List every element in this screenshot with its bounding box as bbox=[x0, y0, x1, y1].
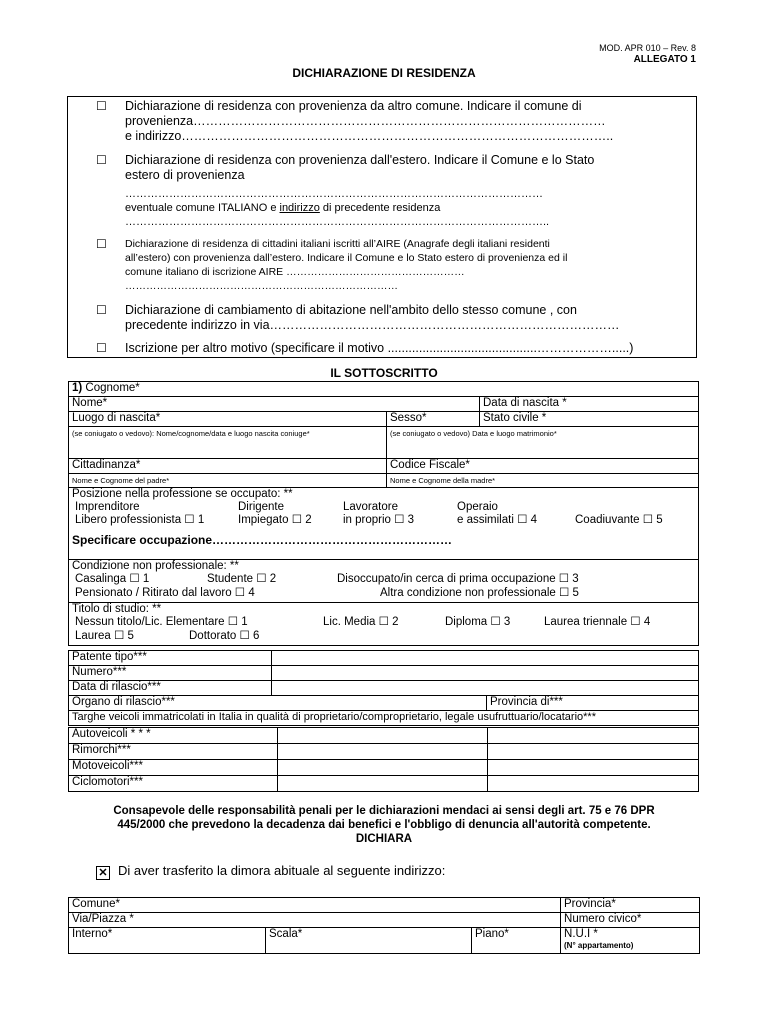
nui-note: (N° appartamento) bbox=[564, 941, 634, 950]
autoveicoli-label: Autoveicoli * * * bbox=[69, 728, 278, 744]
personal-data-table bbox=[68, 381, 699, 646]
motoveicoli-input-2[interactable] bbox=[488, 760, 699, 776]
cond-option-3[interactable]: Disoccupato/in cerca di prima occupazione ☐ 3 bbox=[337, 573, 579, 585]
prof-option-label: Lavoratore bbox=[343, 501, 398, 513]
nome-field[interactable]: Nome* bbox=[69, 397, 480, 412]
option-text: all’estero) con provenienza dall’estero. Indicare il Comune e lo Stato estero di provenienza ed il bbox=[125, 252, 568, 264]
ciclomotori-input-2[interactable] bbox=[488, 776, 699, 792]
checkbox-aire[interactable]: ☐ bbox=[96, 237, 107, 251]
autoveicoli-input-1[interactable] bbox=[278, 728, 488, 744]
studio-option-2[interactable]: Lic. Media ☐ 2 bbox=[323, 616, 399, 628]
rimorchi-input-2[interactable] bbox=[488, 744, 699, 760]
piano-field[interactable]: Piano* bbox=[472, 928, 561, 954]
option-text: Dichiarazione di residenza con provenienza da altro comune. Indicare il comune di bbox=[125, 99, 582, 113]
specificare-occupazione[interactable]: Specificare occupazione…………………………………………………… bbox=[72, 533, 453, 547]
madre-field[interactable]: Nome e Cognome della madre* bbox=[387, 474, 699, 488]
comune-field[interactable]: Comune* bbox=[69, 898, 561, 913]
checkbox-altro-motivo[interactable]: ☐ bbox=[96, 341, 107, 355]
prof-option-1[interactable]: Libero professionista ☐ 1 bbox=[75, 514, 205, 526]
studio-option-6[interactable]: Dottorato ☐ 6 bbox=[189, 630, 260, 642]
studio-option-1[interactable]: Nessun titolo/Lic. Elementare ☐ 1 bbox=[75, 616, 248, 628]
prof-option-label: Dirigente bbox=[238, 501, 285, 513]
dichiara-heading: DICHIARA bbox=[355, 833, 413, 845]
prof-option-5[interactable]: Coadiuvante ☐ 5 bbox=[575, 514, 663, 526]
cond-option-2[interactable]: Studente ☐ 2 bbox=[207, 573, 277, 585]
checkbox-estero[interactable]: ☐ bbox=[96, 153, 107, 167]
studio-title: Titolo di studio: ** bbox=[72, 603, 162, 615]
codice-fiscale-field[interactable]: Codice Fiscale* bbox=[387, 459, 699, 474]
patente-input[interactable] bbox=[272, 651, 699, 666]
prof-title: Posizione nella professione se occupato: ** bbox=[72, 488, 293, 500]
targhe-heading: Targhe veicoli immatricolati in Italia in qualità di proprietario/comproprietario, legale usufruttuario/locatario*** bbox=[69, 711, 699, 726]
numero-input[interactable] bbox=[272, 666, 699, 681]
cond-title: Condizione non professionale: ** bbox=[72, 560, 239, 572]
motoveicoli-input-1[interactable] bbox=[278, 760, 488, 776]
option-text: Dichiarazione di residenza con provenienza dall'estero. Indicare il Comune e lo Stato bbox=[125, 153, 595, 167]
data-rilascio-input[interactable] bbox=[272, 681, 699, 696]
prof-option-2[interactable]: Impiegato ☐ 2 bbox=[238, 514, 312, 526]
option-text: …………………………………………………………………………………………………… bbox=[125, 188, 543, 200]
dimora-text: Di aver trasferito la dimora abituale al seguente indirizzo: bbox=[118, 863, 446, 878]
cognome-field[interactable] bbox=[69, 382, 699, 397]
ciclomotori-label: Ciclomotori*** bbox=[69, 776, 278, 792]
studio-option-5[interactable]: Laurea ☐ 5 bbox=[75, 630, 134, 642]
prof-option-label: Imprenditore bbox=[75, 501, 140, 513]
checkbox-altro-comune[interactable]: ☐ bbox=[96, 99, 107, 113]
studio-option-3[interactable]: Diploma ☐ 3 bbox=[445, 616, 511, 628]
via-field[interactable]: Via/Piazza * bbox=[69, 913, 561, 928]
professione-section bbox=[69, 488, 699, 560]
prof-option-3[interactable]: in proprio ☐ 3 bbox=[343, 514, 415, 526]
provincia-field[interactable]: Provincia* bbox=[561, 898, 700, 913]
field-label: Cognome* bbox=[82, 382, 140, 394]
provincia-rilascio-field[interactable]: Provincia di*** bbox=[487, 696, 699, 711]
numero-civico-field[interactable]: Numero civico* bbox=[561, 913, 700, 928]
ciclomotori-input-1[interactable] bbox=[278, 776, 488, 792]
option-text: Dichiarazione di cambiamento di abitazione nell'ambito dello stesso comune , con bbox=[125, 303, 577, 317]
module-code bbox=[599, 43, 696, 65]
stato-civile-field[interactable]: Stato civile * bbox=[480, 412, 699, 427]
cittadinanza-field[interactable]: Cittadinanza* bbox=[69, 459, 387, 474]
autoveicoli-input-2[interactable] bbox=[488, 728, 699, 744]
rimorchi-input-1[interactable] bbox=[278, 744, 488, 760]
option-text: precedente indirizzo in via………………………………………………………………………… bbox=[125, 318, 620, 332]
page-title: DICHIARAZIONE DI RESIDENZA bbox=[292, 66, 476, 80]
padre-field[interactable]: Nome e Cognome del padre* bbox=[69, 474, 387, 488]
rimorchi-label: Rimorchi*** bbox=[69, 744, 278, 760]
scala-field[interactable]: Scala* bbox=[266, 928, 472, 954]
consapevole-statement bbox=[70, 804, 698, 846]
interno-field[interactable]: Interno* bbox=[69, 928, 266, 954]
prof-option-label: Operaio bbox=[457, 501, 498, 513]
mod-code-text: MOD. APR 010 – Rev. 8 bbox=[599, 43, 696, 53]
cond-option-5[interactable]: Altra condizione non professionale ☐ 5 bbox=[380, 587, 579, 599]
address-table bbox=[68, 897, 700, 954]
patente-field: Patente tipo*** bbox=[69, 651, 272, 666]
prof-option-4[interactable]: e assimilati ☐ 4 bbox=[457, 514, 537, 526]
section-title-sottoscritto: IL SOTTOSCRITTO bbox=[330, 366, 438, 380]
coniuge-field[interactable]: (se coniugato o vedovo): Nome/cognome/data e luogo nascita coniuge* bbox=[69, 427, 387, 459]
person-number: 1) bbox=[72, 382, 83, 394]
data-nascita-field[interactable]: Data di nascita * bbox=[480, 397, 699, 412]
cond-option-1[interactable]: Casalinga ☐ 1 bbox=[75, 573, 150, 585]
option-text: …………………………………………………………………………………………………….. bbox=[125, 216, 550, 228]
motoveicoli-label: Motoveicoli*** bbox=[69, 760, 278, 776]
nui-field[interactable] bbox=[561, 928, 700, 954]
option-text: indirizzo bbox=[279, 202, 320, 214]
option-text: estero di provenienza bbox=[125, 168, 245, 182]
matrimonio-field[interactable]: (se coniugato o vedovo) Data e luogo matrimonio* bbox=[387, 427, 699, 459]
option-text: …………………………………………………………………… bbox=[125, 280, 398, 292]
organo-rilascio-field[interactable]: Organo di rilascio*** bbox=[69, 696, 487, 711]
patente-table bbox=[68, 650, 699, 726]
titolo-studio-section bbox=[69, 603, 699, 646]
nui-label: N.U.I * bbox=[564, 928, 598, 940]
option-text: di precedente residenza bbox=[319, 202, 441, 214]
numero-field: Numero*** bbox=[69, 666, 272, 681]
luogo-nascita-field[interactable]: Luogo di nascita* bbox=[69, 412, 387, 427]
option-text: eventuale comune ITALIANO e bbox=[125, 202, 280, 214]
consapevole-line: 445/2000 che prevedono la decadenza dai benefici e l'obbligo di denuncia all'autorità competente. bbox=[117, 819, 651, 831]
option-text: provenienza……………………………………………………………………………………… bbox=[125, 114, 606, 128]
option-text: Iscrizione per altro motivo (specificare il motivo ...........................................……………….....) bbox=[125, 341, 634, 355]
vehicles-table bbox=[68, 727, 699, 792]
consapevole-line: Consapevole delle responsabilità penali per le dichiarazioni mendaci ai sensi degli art. 75 e 76 DPR bbox=[113, 805, 655, 817]
data-rilascio-field: Data di rilascio*** bbox=[69, 681, 272, 696]
dimora-checkbox[interactable]: ✕ bbox=[96, 866, 110, 880]
cond-option-4[interactable]: Pensionato / Ritirato dal lavoro ☐ 4 bbox=[75, 587, 255, 599]
sesso-field[interactable]: Sesso* bbox=[387, 412, 480, 427]
option-text: e indirizzo………………………………………………………………………………………….. bbox=[125, 129, 614, 143]
residence-type-box bbox=[67, 96, 697, 358]
option-text: comune italiano di iscrizione AIRE …………………………………………… bbox=[125, 266, 465, 278]
checkbox-cambio-abitazione[interactable]: ☐ bbox=[96, 303, 107, 317]
allegato-label: ALLEGATO 1 bbox=[633, 54, 696, 65]
dimora-declaration[interactable] bbox=[96, 863, 445, 880]
option-text: Dichiarazione di residenza di cittadini italiani iscritti all’AIRE (Anagrafe degli italiani residenti bbox=[125, 238, 550, 250]
condizione-section bbox=[69, 560, 699, 603]
studio-option-4[interactable]: Laurea triennale ☐ 4 bbox=[544, 616, 651, 628]
